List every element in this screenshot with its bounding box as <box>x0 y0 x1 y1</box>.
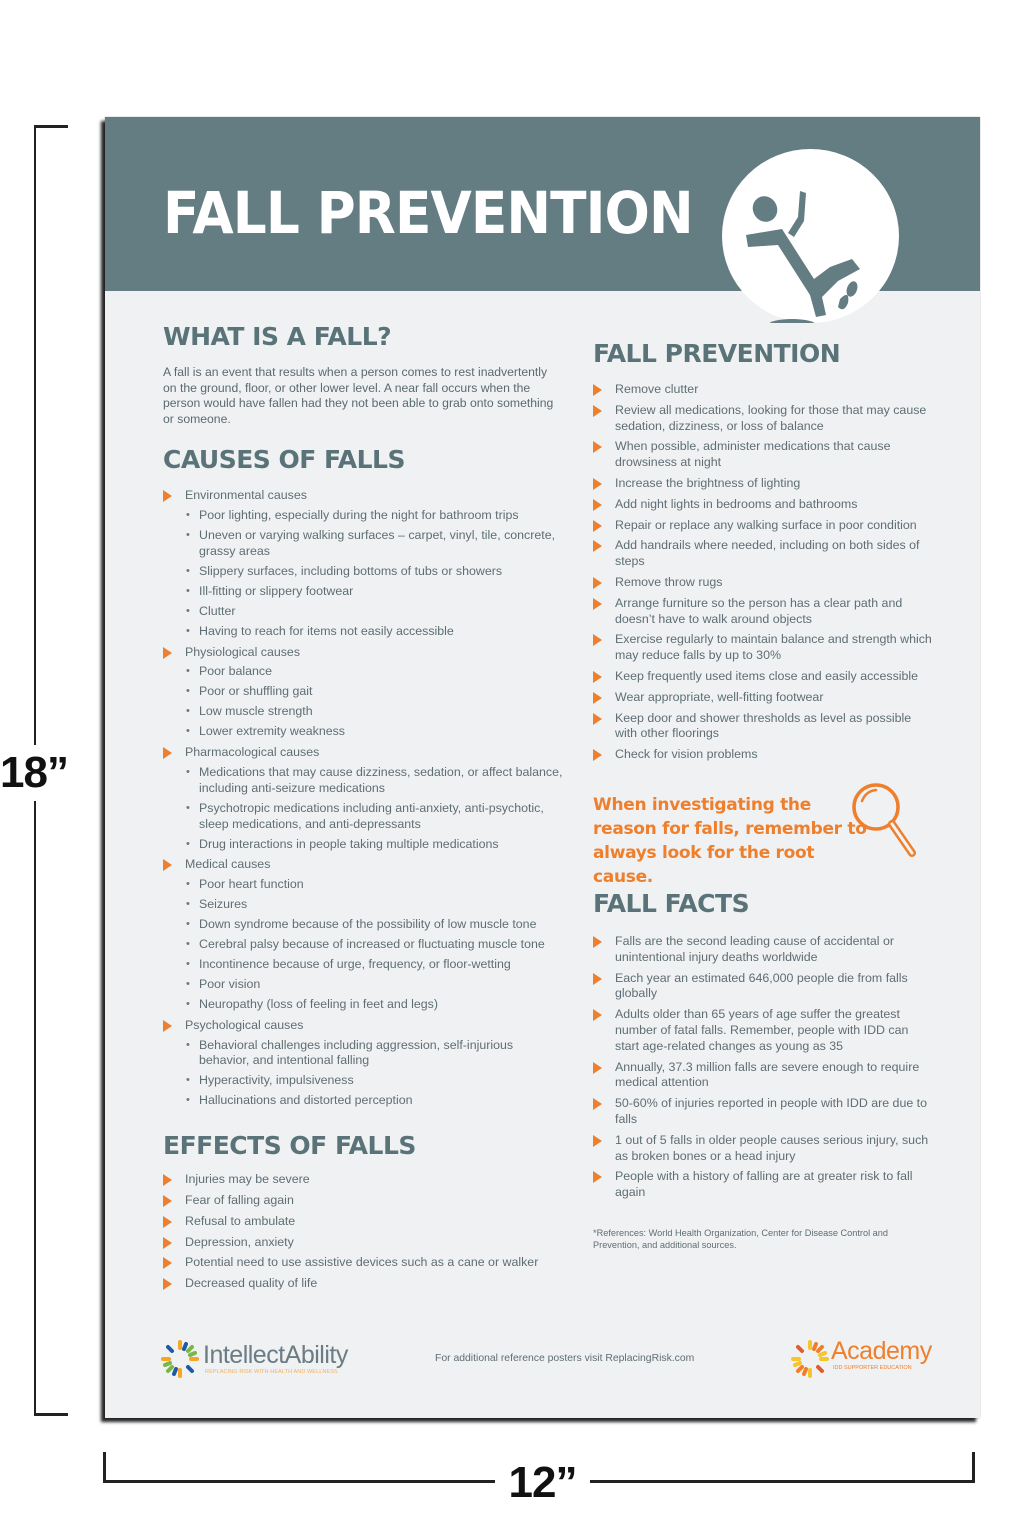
width-dimension-tick-right <box>972 1452 975 1483</box>
list-item: • Poor vision <box>186 977 261 992</box>
triangle-bullet-icon <box>593 1135 602 1147</box>
list-item: When possible, administer medications that cause drowsiness at night <box>593 439 933 471</box>
cause-group <box>163 488 563 639</box>
list-item: Add handrails where needed, including on both sides of steps <box>593 538 933 570</box>
facts-section <box>593 889 933 1252</box>
dot-bullet-icon: • <box>186 898 190 911</box>
triangle-bullet-icon <box>593 520 602 532</box>
list-item: • Poor heart function <box>186 877 304 892</box>
list-item: Remove throw rugs <box>593 575 933 591</box>
triangle-bullet-icon <box>593 1009 602 1021</box>
list-item: Adults older than 65 years of age suffer the greatest number of fatal falls. Remember, people with IDD can start age-related changes as young as 35 <box>593 1007 933 1054</box>
intellectability-logo <box>160 1339 360 1381</box>
triangle-bullet-icon <box>593 405 602 417</box>
left-column <box>163 322 563 1297</box>
cause-group <box>163 1018 563 1109</box>
causes-section <box>163 445 563 1109</box>
callout-text: When investigating the reason for falls, remember to always look for the root cause. <box>593 794 867 887</box>
triangle-bullet-icon <box>593 713 602 725</box>
list-item: • Neuropathy (loss of feeling in feet and legs) <box>186 997 439 1012</box>
list-item: Keep door and shower thresholds as level as possible with other floorings <box>593 711 933 743</box>
root-cause-callout <box>593 793 933 887</box>
triangle-bullet-icon <box>593 634 602 646</box>
list-item: • Low muscle strength <box>186 704 313 719</box>
list-item: People with a history of falling are at greater risk to fall again <box>593 1169 933 1201</box>
list-item: Repair or replace any walking surface in poor condition <box>593 518 933 534</box>
triangle-bullet-icon <box>163 490 172 502</box>
list-item: • Cerebral palsy because of increased or fluctuating muscle tone <box>186 937 545 952</box>
triangle-bullet-icon <box>593 1062 602 1074</box>
slipping-person-icon <box>722 149 899 323</box>
triangle-bullet-icon <box>163 1195 172 1207</box>
cause-group-label: Environmental causes <box>185 488 307 503</box>
triangle-bullet-icon <box>593 598 602 610</box>
poster-footer <box>105 1335 980 1385</box>
dot-bullet-icon: • <box>186 978 190 991</box>
academy-logo-text: Academy <box>831 1337 932 1365</box>
cause-group <box>163 857 563 1013</box>
dot-bullet-icon: • <box>186 918 190 931</box>
list-item: Exercise regularly to maintain balance and strength which may reduce falls by up to 30% <box>593 632 933 664</box>
triangle-bullet-icon <box>163 1257 172 1269</box>
dot-bullet-icon: • <box>186 725 190 738</box>
triangle-bullet-icon <box>593 936 602 948</box>
triangle-bullet-icon <box>593 540 602 552</box>
list-item: • Behavioral challenges including aggression, self-injurious behavior, and intentional falling <box>186 1037 514 1068</box>
triangle-bullet-icon <box>593 973 602 985</box>
cause-sublist <box>185 1038 563 1110</box>
list-item: • Having to reach for items not easily accessible <box>186 623 454 638</box>
list-item: Add night lights in bedrooms and bathrooms <box>593 497 933 513</box>
intellectability-tagline: REPLACING RISK WITH HEALTH AND WELLNESS <box>205 1369 338 1375</box>
footer-note: For additional reference posters visit ReplacingRisk.com <box>435 1353 695 1364</box>
triangle-bullet-icon <box>163 1237 172 1249</box>
list-item: Arrange furniture so the person has a clear path and doesn’t have to walk around objects <box>593 596 933 628</box>
cause-group <box>163 745 563 852</box>
facts-heading: FALL FACTS <box>593 888 750 918</box>
effects-list <box>163 1172 563 1292</box>
triangle-bullet-icon <box>163 1216 172 1228</box>
list-item: Falls are the second leading cause of accidental or unintentional injury deaths worldwide <box>593 934 933 966</box>
poster <box>105 117 980 1418</box>
list-item: • Slippery surfaces, including bottoms of tubs or showers <box>186 563 503 578</box>
cause-sublist <box>185 508 563 640</box>
dot-bullet-icon: • <box>186 685 190 698</box>
list-item: 1 out of 5 falls in older people causes serious injury, such as broken bones or a head injury <box>593 1133 933 1165</box>
triangle-bullet-icon <box>163 647 172 659</box>
academy-tagline: IDD SUPPORTER EDUCATION <box>833 1365 912 1371</box>
poster-title: FALL PREVENTION <box>163 179 693 247</box>
cause-group-label: Medical causes <box>185 857 271 872</box>
list-item: Refusal to ambulate <box>163 1214 563 1230</box>
width-dimension-label: 12” <box>495 1455 590 1511</box>
prevention-section <box>593 339 933 763</box>
triangle-bullet-icon <box>163 859 172 871</box>
cause-group-label: Psychological causes <box>185 1017 304 1032</box>
cause-sublist <box>185 664 563 740</box>
triangle-bullet-icon <box>593 1171 602 1183</box>
dot-bullet-icon: • <box>186 958 190 971</box>
triangle-bullet-icon <box>593 441 602 453</box>
dot-bullet-icon: • <box>186 529 190 542</box>
list-item: Each year an estimated 646,000 people die from falls globally <box>593 971 933 1003</box>
height-dimension-tick-top <box>34 125 68 128</box>
triangle-bullet-icon <box>593 671 602 683</box>
facts-list <box>593 934 933 1201</box>
what-is-a-fall-heading: WHAT IS A FALL? <box>163 322 392 351</box>
list-item: • Poor balance <box>186 664 273 679</box>
list-item: Remove clutter <box>593 382 933 398</box>
cause-sublist <box>185 765 563 852</box>
list-item: Injuries may be severe <box>163 1172 563 1188</box>
list-item: • Poor lighting, especially during the night for bathroom trips <box>186 508 519 523</box>
list-item: Increase the brightness of lighting <box>593 476 933 492</box>
list-item: • Ill-fitting or slippery footwear <box>186 583 354 598</box>
list-item: Decreased quality of life <box>163 1276 563 1292</box>
cause-group-label: Pharmacological causes <box>185 745 320 760</box>
list-item: • Lower extremity weakness <box>186 724 345 739</box>
list-item: • Psychotropic medications including anti-anxiety, anti-psychotic, sleep medications, and anti-depressants <box>186 800 544 831</box>
list-item: Check for vision problems <box>593 747 933 763</box>
dot-bullet-icon: • <box>186 564 190 577</box>
dot-bullet-icon: • <box>186 998 190 1011</box>
dot-bullet-icon: • <box>186 1094 190 1107</box>
references-note: *References: World Health Organization, Center for Disease Control and Prevention, and additional sources. <box>593 1227 888 1251</box>
effects-section <box>163 1131 563 1292</box>
triangle-bullet-icon <box>593 478 602 490</box>
triangle-bullet-icon <box>593 384 602 396</box>
cause-group <box>163 645 563 741</box>
intellectability-logo-text: IntellectAbility <box>203 1341 348 1369</box>
list-item: • Down syndrome because of the possibility of low muscle tone <box>186 917 537 932</box>
cause-sublist <box>185 877 563 1013</box>
height-dimension-label: 18” <box>0 745 80 801</box>
dot-bullet-icon: • <box>186 604 190 617</box>
dot-bullet-icon: • <box>186 801 190 814</box>
what-is-a-fall-section <box>163 322 563 427</box>
dot-bullet-icon: • <box>186 509 190 522</box>
list-item: Wear appropriate, well-fitting footwear <box>593 690 933 706</box>
triangle-bullet-icon <box>163 1174 172 1186</box>
magnifying-glass-icon <box>848 779 918 861</box>
list-item: • Medications that may cause dizziness, sedation, or affect balance, including anti-seizure medications <box>186 765 563 795</box>
triangle-bullet-icon <box>593 499 602 511</box>
triangle-bullet-icon <box>163 1020 172 1032</box>
list-item: • Incontinence because of urge, frequency, or floor-wetting <box>186 957 511 972</box>
triangle-bullet-icon <box>163 747 172 759</box>
dot-bullet-icon: • <box>186 938 190 951</box>
academy-sunburst-icon <box>790 1339 830 1379</box>
effects-heading: EFFECTS OF FALLS <box>163 1131 416 1161</box>
dot-bullet-icon: • <box>186 705 190 718</box>
list-item: Review all medications, looking for those that may cause sedation, dizziness, or loss of balance <box>593 403 933 435</box>
list-item: • Hallucinations and distorted perception <box>186 1093 413 1108</box>
list-item: Annually, 37.3 million falls are severe enough to require medical attention <box>593 1060 933 1092</box>
dot-bullet-icon: • <box>186 1038 190 1051</box>
list-item: • Drug interactions in people taking multiple medications <box>186 836 499 851</box>
what-is-a-fall-text: A fall is an event that results when a person comes to rest inadvertently on the ground, floor, or other lower level. A near fall occurs when the person would have fallen had they not been able to grab onto something or someone. <box>163 365 554 426</box>
list-item: Depression, anxiety <box>163 1235 563 1251</box>
dot-bullet-icon: • <box>186 837 190 850</box>
list-item: • Hyperactivity, impulsiveness <box>186 1073 354 1088</box>
dot-bullet-icon: • <box>186 1074 190 1087</box>
list-item: Keep frequently used items close and easily accessible <box>593 669 933 685</box>
dot-bullet-icon: • <box>186 766 190 779</box>
list-item: 50-60% of injuries reported in people with IDD are due to falls <box>593 1096 933 1128</box>
list-item: • Seizures <box>186 897 248 912</box>
triangle-bullet-icon <box>593 749 602 761</box>
triangle-bullet-icon <box>593 692 602 704</box>
list-item: • Uneven or varying walking surfaces – carpet, vinyl, tile, concrete, grassy areas <box>186 528 556 558</box>
width-dimension-tick-left <box>103 1452 106 1483</box>
dot-bullet-icon: • <box>186 624 190 637</box>
triangle-bullet-icon <box>593 1098 602 1110</box>
triangle-bullet-icon <box>593 577 602 589</box>
prevention-list <box>593 382 933 763</box>
height-dimension-tick-bottom <box>34 1413 68 1416</box>
list-item: Potential need to use assistive devices such as a cane or walker <box>163 1255 563 1271</box>
dot-bullet-icon: • <box>186 584 190 597</box>
cause-group-label: Physiological causes <box>185 644 301 659</box>
prevention-heading: FALL PREVENTION <box>593 339 841 368</box>
header-icon-circle <box>722 149 899 323</box>
list-item: • Clutter <box>186 603 236 618</box>
dot-bullet-icon: • <box>186 878 190 891</box>
right-column <box>593 339 933 1252</box>
list-item: • Poor or shuffling gait <box>186 684 313 699</box>
causes-list <box>163 488 563 1109</box>
academy-logo <box>790 1337 930 1382</box>
intellectability-sunburst-icon <box>160 1339 200 1379</box>
causes-heading: CAUSES OF FALLS <box>163 445 405 475</box>
dot-bullet-icon: • <box>186 665 190 678</box>
triangle-bullet-icon <box>163 1278 172 1290</box>
list-item: Fear of falling again <box>163 1193 563 1209</box>
